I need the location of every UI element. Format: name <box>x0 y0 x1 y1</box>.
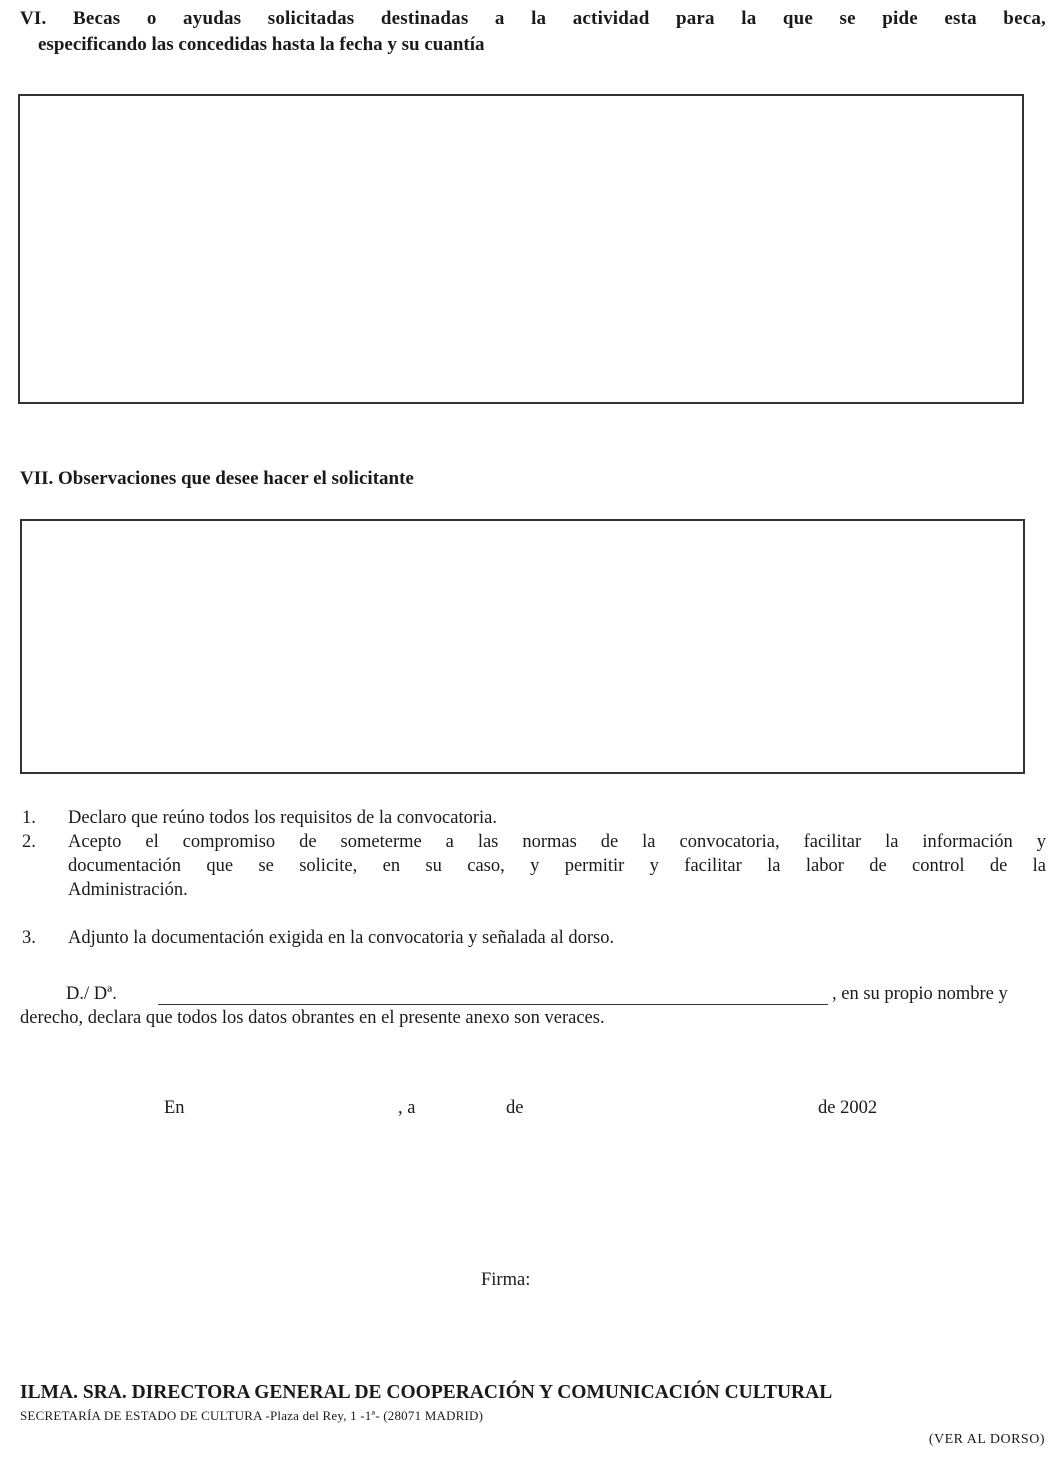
declaration-text: Declaro que reúno todos los requisitos de la convocatoria. <box>68 808 497 828</box>
day-label: , a <box>398 1098 416 1118</box>
month-label: de <box>506 1098 524 1118</box>
declaration-number: 2. <box>22 832 36 852</box>
declaration-item-3 <box>22 926 1046 950</box>
recipient-address: SECRETARÍA DE ESTADO DE CULTURA -Plaza del Rey, 1 -1ª- (28071 MADRID) <box>20 1408 484 1423</box>
section-vi-heading-continued: especificando las concedidas hasta la fecha y su cuantía <box>38 34 485 55</box>
declarant-statement: derecho, declara que todos los datos obrantes en el presente anexo son veraces. <box>20 1008 605 1028</box>
place-label: En <box>164 1098 185 1118</box>
declarant-name-field[interactable] <box>158 984 828 1005</box>
declaration-text-line3: Administración. <box>68 880 188 900</box>
declaration-text-line1: Acepto el compromiso de someterme a las normas de la convocatoria, facilitar la información y <box>68 832 1046 852</box>
signature-label: Firma: <box>481 1270 531 1290</box>
declaration-text-line2: documentación que se solicite, en su caso, y permitir y facilitar la labor de control de la <box>68 856 1046 876</box>
month-field[interactable] <box>540 1096 810 1120</box>
see-reverse-note: (VER AL DORSO) <box>928 1432 1045 1447</box>
place-field[interactable] <box>200 1096 390 1120</box>
declaration-number: 1. <box>22 808 36 828</box>
declaration-number: 3. <box>22 928 36 948</box>
declaration-text: Adjunto la documentación exigida en la convocatoria y señalada al dorso. <box>68 928 615 948</box>
declarant-suffix: , en su propio nombre y <box>832 984 1008 1004</box>
section-vii-text-area[interactable] <box>20 519 1025 774</box>
declaration-item-1 <box>22 806 1046 830</box>
signature-area[interactable] <box>560 1240 860 1300</box>
recipient-title: ILMA. SRA. DIRECTORA GENERAL DE COOPERACIÓN Y COMUNICACIÓN CULTURAL <box>20 1382 833 1403</box>
declaration-item-2 <box>22 830 1046 902</box>
day-field[interactable] <box>432 1096 492 1120</box>
section-vii-heading: VII. Observaciones que desee hacer el solicitante <box>20 468 414 489</box>
year-label: de 2002 <box>818 1098 878 1118</box>
section-vi-text-area[interactable] <box>18 94 1024 404</box>
section-vi-heading: VI. Becas o ayudas solicitadas destinadas a la actividad para la que se pide esta beca, <box>20 8 1046 29</box>
declarant-prefix: D./ Dª. <box>66 984 117 1004</box>
